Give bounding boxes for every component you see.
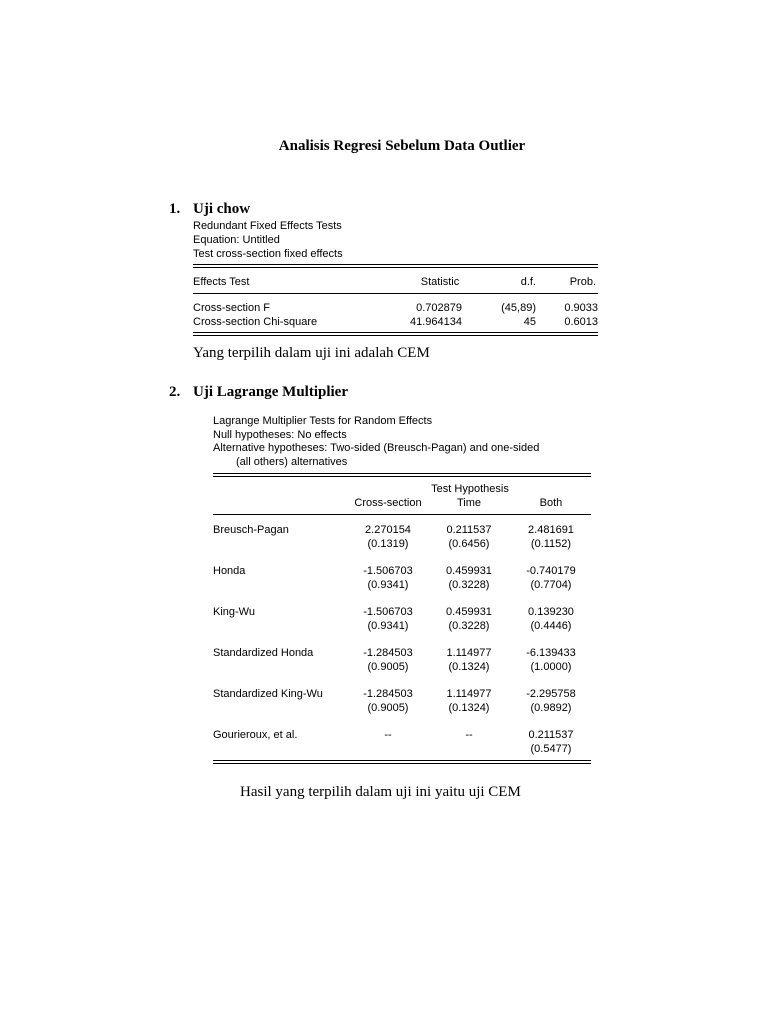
lm-cell-cross: -1.506703 bbox=[363, 606, 413, 618]
lm-header-rule bbox=[213, 514, 591, 515]
chow-row-1-statistic: 0.702879 bbox=[416, 302, 462, 314]
chow-table-bottom-rule-2 bbox=[193, 335, 598, 336]
section-1-number: 1. bbox=[169, 201, 181, 217]
lm-cell-both-pvalue: (0.4446) bbox=[530, 620, 572, 632]
lm-row-label: Gourieroux, et al. bbox=[213, 729, 298, 741]
chow-row-2-statistic: 41.964134 bbox=[410, 316, 462, 328]
chow-header-statistic: Statistic bbox=[420, 276, 460, 288]
lm-cell-time-pvalue: (0.1324) bbox=[448, 702, 490, 714]
lm-cell-cross: 2.270154 bbox=[365, 524, 411, 536]
lm-cell-time-pvalue: (0.3228) bbox=[448, 620, 490, 632]
chow-output-line-3: Test cross-section fixed effects bbox=[193, 248, 343, 260]
chow-header-df: d.f. bbox=[520, 276, 536, 288]
lm-row-label: Standardized Honda bbox=[213, 647, 314, 659]
lm-table-bottom-rule bbox=[213, 760, 591, 761]
lm-cell-both: 0.211537 bbox=[528, 729, 574, 741]
lm-cell-cross-pvalue: (0.9005) bbox=[367, 661, 409, 673]
lm-cell-cross-pvalue: (0.9005) bbox=[367, 702, 409, 714]
chow-row-2-test: Cross-section Chi-square bbox=[193, 316, 318, 328]
lm-cell-time: 0.211537 bbox=[446, 524, 492, 536]
lm-cell-time: 0.459931 bbox=[446, 606, 492, 618]
lm-row-label: Honda bbox=[213, 565, 246, 577]
lm-header-cross: Cross-section bbox=[354, 497, 422, 509]
lm-cell-time-pvalue: (0.1324) bbox=[448, 661, 490, 673]
lm-cell-cross-pvalue: (0.1319) bbox=[367, 538, 409, 550]
lm-cell-time: -- bbox=[465, 729, 473, 741]
lm-cell-cross: -1.284503 bbox=[363, 688, 413, 700]
lm-cell-both-pvalue: (0.5477) bbox=[530, 743, 572, 755]
lm-cell-cross: -- bbox=[384, 729, 392, 741]
page-title: Analisis Regresi Sebelum Data Outlier bbox=[278, 138, 526, 154]
lm-cell-time-pvalue: (0.3228) bbox=[448, 579, 490, 591]
lm-row-label: Breusch-Pagan bbox=[213, 524, 289, 536]
lm-cell-both: -6.139433 bbox=[526, 647, 576, 659]
lm-cell-both-pvalue: (1.0000) bbox=[530, 661, 572, 673]
lm-header-time: Time bbox=[456, 497, 482, 509]
lm-table-top-rule bbox=[213, 473, 591, 474]
chow-row-2-prob: 0.6013 bbox=[564, 316, 598, 328]
lm-cell-time: 1.114977 bbox=[446, 647, 492, 659]
lm-cell-time: 1.114977 bbox=[446, 688, 492, 700]
lm-cell-cross-pvalue: (0.9341) bbox=[367, 620, 409, 632]
section-2-heading: Uji Lagrange Multiplier bbox=[193, 384, 348, 400]
chow-row-1-test: Cross-section F bbox=[193, 302, 271, 314]
lm-conclusion: Hasil yang terpilih dalam uji ini yaitu uji CEM bbox=[240, 784, 521, 800]
lm-cell-both: -2.295758 bbox=[526, 688, 576, 700]
lm-cell-time-pvalue: (0.6456) bbox=[448, 538, 490, 550]
lm-output-line-4: (all others) alternatives bbox=[236, 456, 348, 468]
lm-row-label: Standardized King-Wu bbox=[213, 688, 323, 700]
lm-cell-both-pvalue: (0.9892) bbox=[530, 702, 572, 714]
chow-row-1-prob: 0.9033 bbox=[564, 302, 598, 314]
lm-output-line-2: Null hypotheses: No effects bbox=[213, 429, 347, 441]
lm-cell-both: -0.740179 bbox=[526, 565, 576, 577]
lm-row-label: King-Wu bbox=[213, 606, 255, 618]
lm-cell-both-pvalue: (0.1152) bbox=[530, 538, 572, 550]
lm-cell-both: 0.139230 bbox=[528, 606, 574, 618]
chow-output-line-2: Equation: Untitled bbox=[193, 234, 280, 246]
chow-row-2-df: 45 bbox=[523, 316, 536, 328]
lm-cell-cross: -1.506703 bbox=[363, 565, 413, 577]
lm-table-top-rule-2 bbox=[213, 476, 591, 477]
lm-cell-cross-pvalue: (0.9341) bbox=[367, 579, 409, 591]
chow-header-test: Effects Test bbox=[193, 276, 250, 288]
lm-cell-both: 2.481691 bbox=[528, 524, 574, 536]
chow-conclusion: Yang terpilih dalam uji ini adalah CEM bbox=[193, 345, 430, 361]
chow-table-top-rule-2 bbox=[193, 267, 598, 268]
lm-output-line-3: Alternative hypotheses: Two-sided (Breusch-Pagan) and one-sided bbox=[213, 442, 540, 454]
lm-cell-both-pvalue: (0.7704) bbox=[530, 579, 572, 591]
lm-cell-time: 0.459931 bbox=[446, 565, 492, 577]
section-2-number: 2. bbox=[169, 384, 181, 400]
lm-header-both: Both bbox=[539, 497, 563, 509]
chow-row-1-df: (45,89) bbox=[501, 302, 536, 314]
lm-table-bottom-rule-2 bbox=[213, 763, 591, 764]
chow-output-line-1: Redundant Fixed Effects Tests bbox=[193, 220, 342, 232]
lm-output-line-1: Lagrange Multiplier Tests for Random Effects bbox=[213, 415, 433, 427]
chow-header-rule bbox=[193, 293, 598, 294]
lm-group-header: Test Hypothesis bbox=[431, 483, 509, 495]
chow-header-prob: Prob. bbox=[569, 276, 596, 288]
chow-table-top-rule bbox=[193, 264, 598, 265]
chow-table-bottom-rule bbox=[193, 332, 598, 333]
section-1-heading: Uji chow bbox=[193, 201, 251, 217]
lm-cell-cross: -1.284503 bbox=[363, 647, 413, 659]
